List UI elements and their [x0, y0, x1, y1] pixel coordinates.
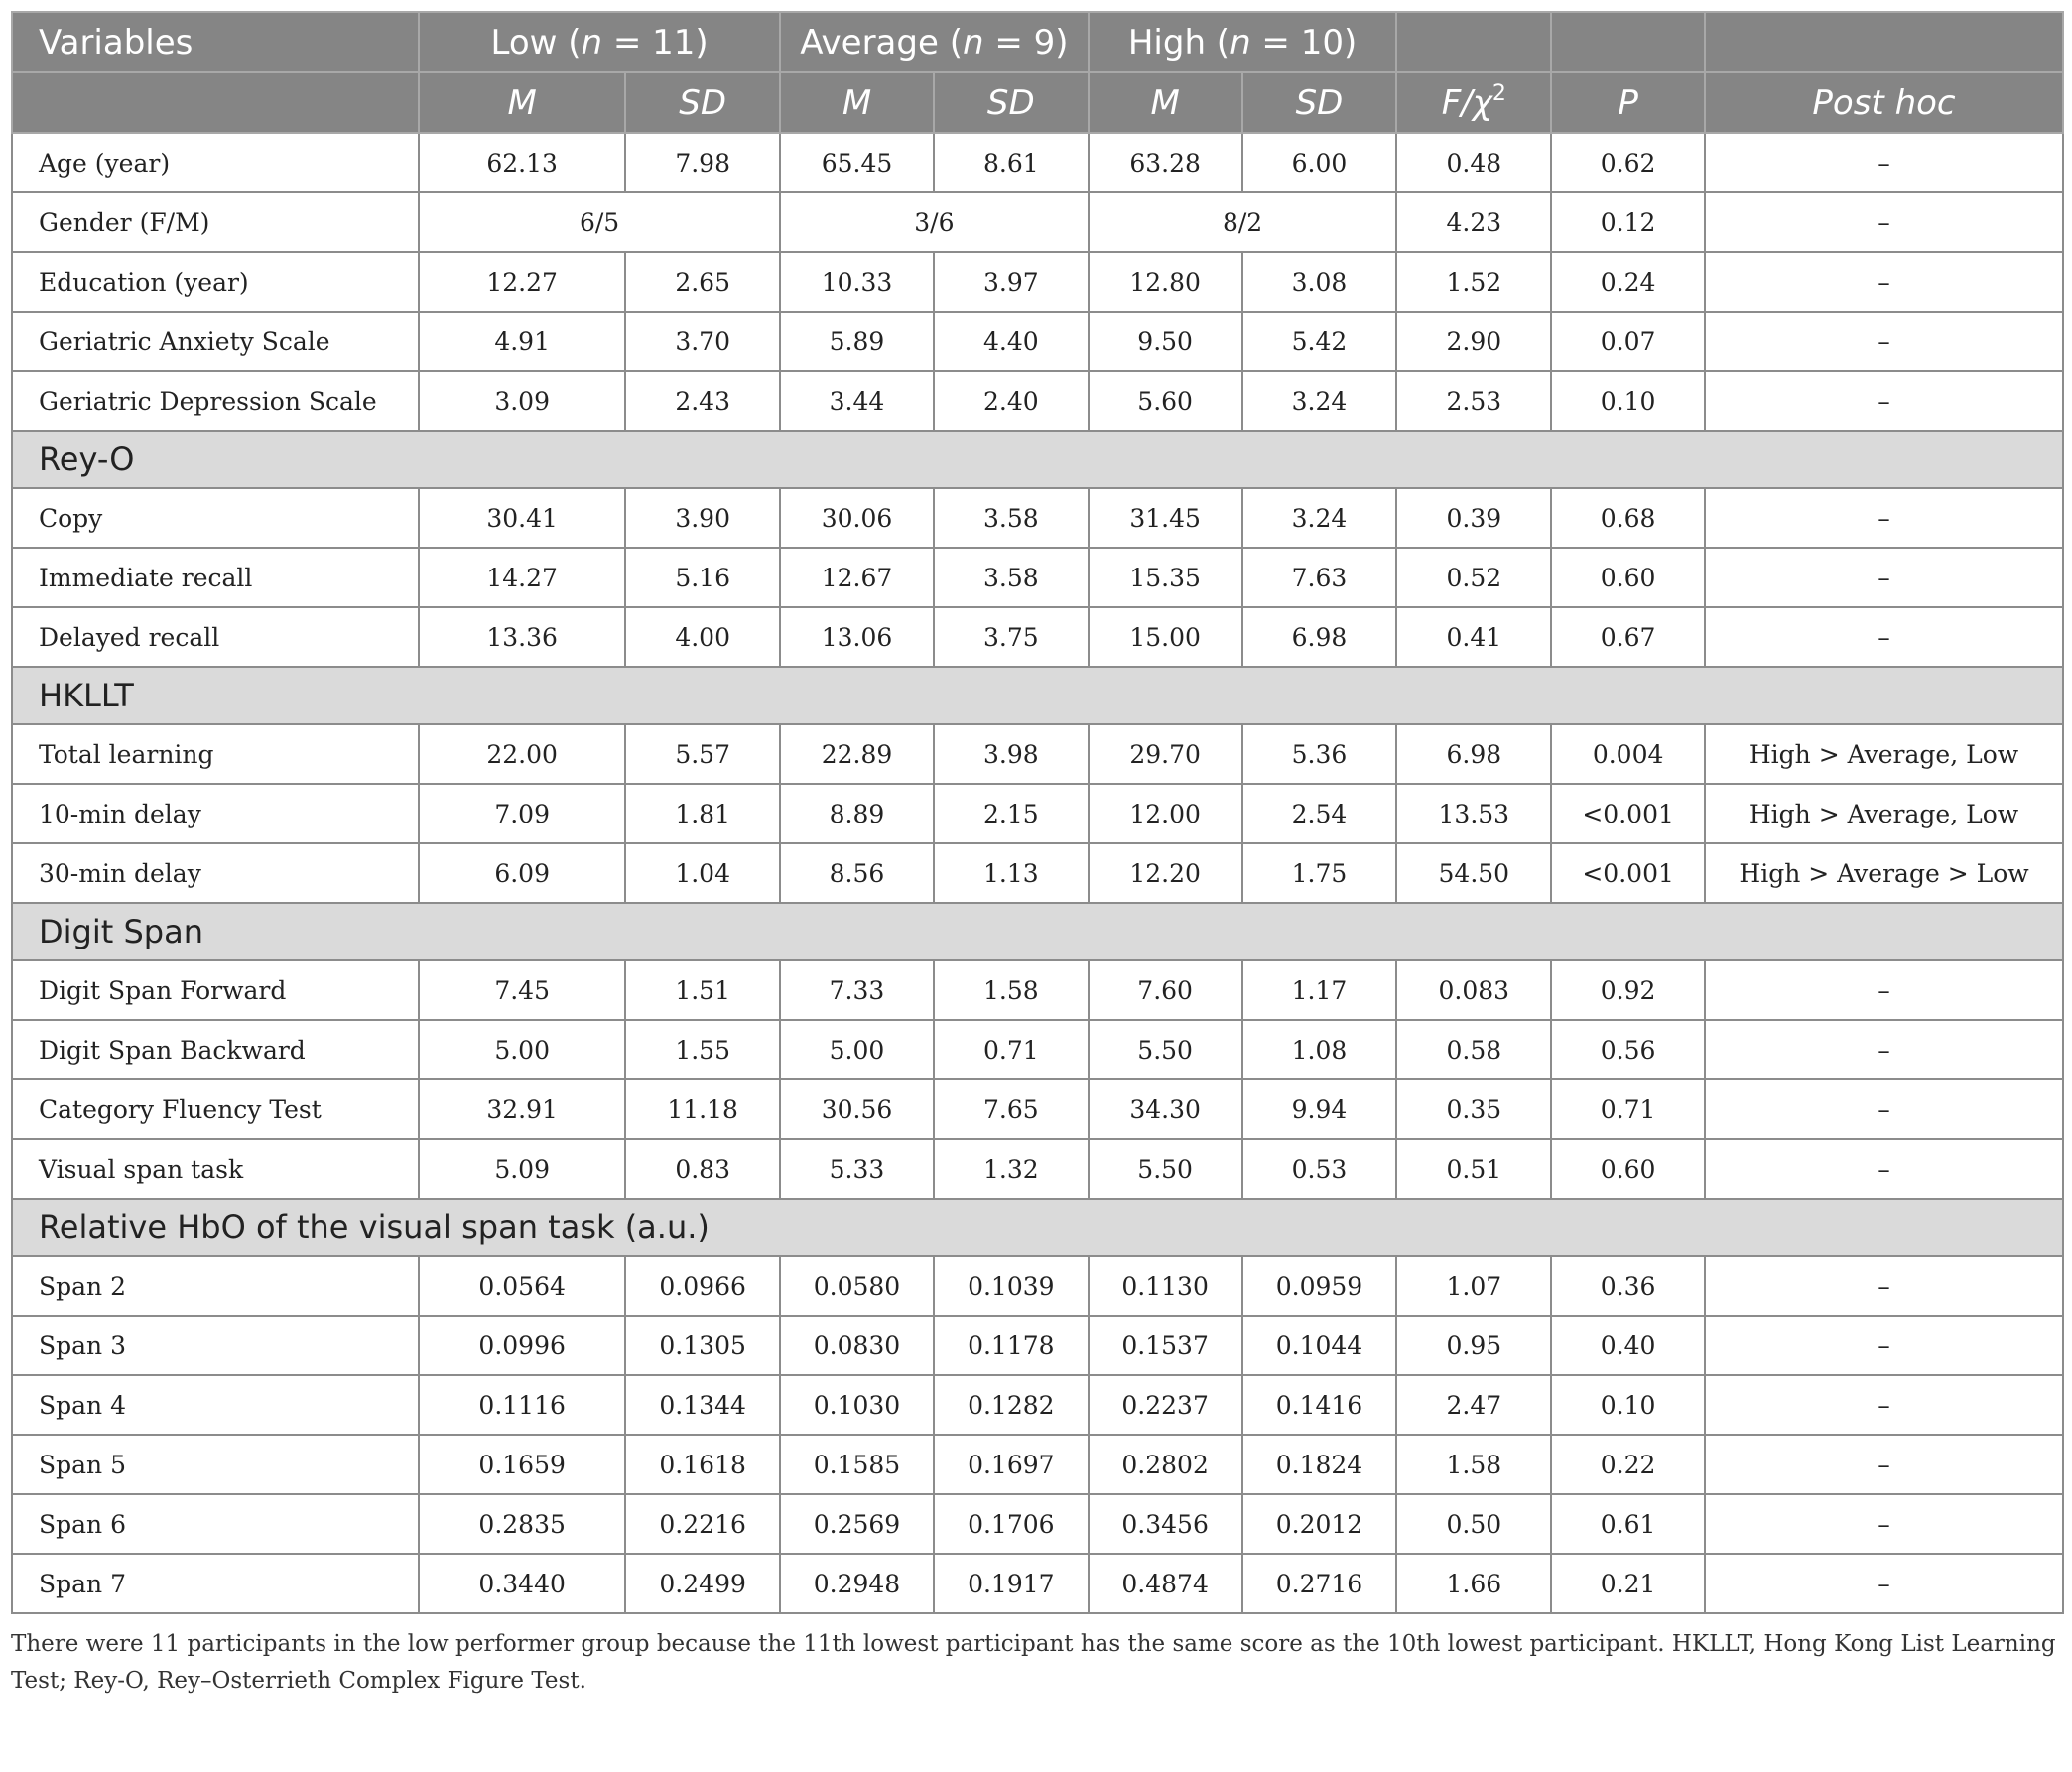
table-cell: 0.1039 — [934, 1256, 1089, 1316]
row-label: Digit Span Forward — [12, 960, 419, 1020]
table-cell: 0.50 — [1396, 1494, 1551, 1554]
table-cell: <0.001 — [1551, 784, 1705, 843]
table-row — [12, 1435, 2063, 1494]
row-label: Visual span task — [12, 1139, 419, 1199]
header-p: P — [1551, 72, 1705, 133]
table-cell: 0.83 — [625, 1139, 780, 1199]
header-m-high: M — [1089, 72, 1242, 133]
table-cell: 3.08 — [1242, 252, 1397, 312]
table-row — [12, 1020, 2063, 1079]
table-cell-merged: 8/2 — [1089, 192, 1397, 252]
table-row — [12, 133, 2063, 192]
row-label: Immediate recall — [12, 548, 419, 607]
table-cell: 2.54 — [1242, 784, 1397, 843]
table-cell: 2.90 — [1396, 312, 1551, 371]
table-row — [12, 488, 2063, 548]
table-cell: 4.40 — [934, 312, 1089, 371]
table-row — [12, 1316, 2063, 1375]
table-row — [12, 607, 2063, 667]
table-cell: 0.1116 — [419, 1375, 625, 1435]
table-cell: 30.56 — [780, 1079, 934, 1139]
table-cell: 0.1178 — [934, 1316, 1089, 1375]
table-cell: – — [1705, 488, 2063, 548]
table-cell: 0.2569 — [780, 1494, 934, 1554]
table-cell: 0.92 — [1551, 960, 1705, 1020]
table-cell: 0.004 — [1551, 724, 1705, 784]
header-m-low: M — [419, 72, 625, 133]
table-cell: 6.00 — [1242, 133, 1397, 192]
table-cell: 8.56 — [780, 843, 934, 903]
table-cell: – — [1705, 548, 2063, 607]
table-cell: 5.09 — [419, 1139, 625, 1199]
header-row-groups — [12, 12, 2063, 72]
table-cell: 13.53 — [1396, 784, 1551, 843]
table-cell: 0.60 — [1551, 548, 1705, 607]
table-row — [12, 724, 2063, 784]
table-cell: 9.94 — [1242, 1079, 1397, 1139]
row-label: Geriatric Anxiety Scale — [12, 312, 419, 371]
table-cell: 0.2835 — [419, 1494, 625, 1554]
table-cell: 3.97 — [934, 252, 1089, 312]
table-cell: 15.00 — [1089, 607, 1242, 667]
table-cell: 8.89 — [780, 784, 934, 843]
results-table — [11, 11, 2064, 1614]
table-cell: 12.20 — [1089, 843, 1242, 903]
table-cell: 10.33 — [780, 252, 934, 312]
table-cell: 0.10 — [1551, 371, 1705, 431]
table-cell: 0.0966 — [625, 1256, 780, 1316]
table-cell: – — [1705, 312, 2063, 371]
table-cell: High > Average, Low — [1705, 724, 2063, 784]
table-cell: 65.45 — [780, 133, 934, 192]
table-cell: 0.39 — [1396, 488, 1551, 548]
table-cell: 22.89 — [780, 724, 934, 784]
table-cell: 54.50 — [1396, 843, 1551, 903]
table-cell: 1.51 — [625, 960, 780, 1020]
table-cell: 2.47 — [1396, 1375, 1551, 1435]
table-cell: 7.09 — [419, 784, 625, 843]
table-cell: 3.58 — [934, 488, 1089, 548]
table-cell: 0.1282 — [934, 1375, 1089, 1435]
table-cell: 1.17 — [1242, 960, 1397, 1020]
table-cell: 30.41 — [419, 488, 625, 548]
table-cell: 3.90 — [625, 488, 780, 548]
table-cell: 0.07 — [1551, 312, 1705, 371]
table-row — [12, 1256, 2063, 1316]
table-cell: 0.1344 — [625, 1375, 780, 1435]
row-label: Gender (F/M) — [12, 192, 419, 252]
table-cell: – — [1705, 960, 2063, 1020]
table-cell: 0.2012 — [1242, 1494, 1397, 1554]
header-group-average: Average (n = 9) — [780, 12, 1089, 72]
table-cell: 0.2716 — [1242, 1554, 1397, 1613]
table-cell: 0.3440 — [419, 1554, 625, 1613]
table-footnote: There were 11 participants in the low performer group because the 11th lowest participant has the same score as the 10th lowest participant. HKLLT, Hong Kong List Learning Test; Rey-O, Rey–Osterrieth Complex Figure Test. — [11, 1631, 2056, 1694]
table-cell: 14.27 — [419, 548, 625, 607]
table-cell: 11.18 — [625, 1079, 780, 1139]
table-cell: 0.95 — [1396, 1316, 1551, 1375]
table-container — [11, 11, 2064, 1700]
header-empty — [12, 72, 419, 133]
table-cell: – — [1705, 607, 2063, 667]
table-cell: 4.00 — [625, 607, 780, 667]
row-label: Age (year) — [12, 133, 419, 192]
row-label: 10-min delay — [12, 784, 419, 843]
table-cell: 2.43 — [625, 371, 780, 431]
header-sd-high: SD — [1242, 72, 1397, 133]
row-label: Education (year) — [12, 252, 419, 312]
table-cell: 0.2802 — [1089, 1435, 1242, 1494]
header-empty — [1551, 12, 1705, 72]
table-cell: – — [1705, 1020, 2063, 1079]
table-cell: 5.36 — [1242, 724, 1397, 784]
table-cell: 0.10 — [1551, 1375, 1705, 1435]
header-variables: Variables — [12, 12, 419, 72]
table-cell: 0.0959 — [1242, 1256, 1397, 1316]
table-cell: 5.50 — [1089, 1139, 1242, 1199]
table-cell: 63.28 — [1089, 133, 1242, 192]
table-cell: 12.27 — [419, 252, 625, 312]
table-row — [12, 784, 2063, 843]
table-cell: 3.58 — [934, 548, 1089, 607]
row-label: Digit Span Backward — [12, 1020, 419, 1079]
table-cell: – — [1705, 1316, 2063, 1375]
table-cell: 0.0830 — [780, 1316, 934, 1375]
table-cell: – — [1705, 1435, 2063, 1494]
table-cell: 3.70 — [625, 312, 780, 371]
table-cell: 5.50 — [1089, 1020, 1242, 1079]
table-cell: 0.71 — [1551, 1079, 1705, 1139]
header-group-high: High (n = 10) — [1089, 12, 1397, 72]
table-cell-merged: 6/5 — [419, 192, 780, 252]
table-row — [12, 1375, 2063, 1435]
table-cell: 15.35 — [1089, 548, 1242, 607]
table-cell: 6.98 — [1396, 724, 1551, 784]
table-cell: 30.06 — [780, 488, 934, 548]
table-cell: 0.1697 — [934, 1435, 1089, 1494]
table-cell: 1.07 — [1396, 1256, 1551, 1316]
table-cell: 2.40 — [934, 371, 1089, 431]
header-empty — [1705, 12, 2063, 72]
table-cell: 0.61 — [1551, 1494, 1705, 1554]
table-cell: 7.98 — [625, 133, 780, 192]
row-label: Copy — [12, 488, 419, 548]
table-cell: 0.1824 — [1242, 1435, 1397, 1494]
row-label: Span 5 — [12, 1435, 419, 1494]
table-cell: 1.13 — [934, 843, 1089, 903]
row-label: Total learning — [12, 724, 419, 784]
table-cell: 0.56 — [1551, 1020, 1705, 1079]
header-group-low: Low (n = 11) — [419, 12, 780, 72]
table-cell: – — [1705, 1554, 2063, 1613]
table-cell: 4.91 — [419, 312, 625, 371]
table-cell: 3.24 — [1242, 371, 1397, 431]
table-cell: 1.58 — [1396, 1435, 1551, 1494]
table-cell: 0.0996 — [419, 1316, 625, 1375]
row-label: Span 2 — [12, 1256, 419, 1316]
table-cell: 0.1044 — [1242, 1316, 1397, 1375]
table-cell: 0.1130 — [1089, 1256, 1242, 1316]
table-row — [12, 1494, 2063, 1554]
table-cell: 8.61 — [934, 133, 1089, 192]
table-cell: 0.1416 — [1242, 1375, 1397, 1435]
table-cell: 62.13 — [419, 133, 625, 192]
header-row-stats — [12, 72, 2063, 133]
table-cell: 2.65 — [625, 252, 780, 312]
table-cell: 12.00 — [1089, 784, 1242, 843]
section-row — [12, 431, 2063, 488]
table-cell: 0.2216 — [625, 1494, 780, 1554]
table-cell: 0.1706 — [934, 1494, 1089, 1554]
table-cell: 0.51 — [1396, 1139, 1551, 1199]
table-cell: 3.44 — [780, 371, 934, 431]
table-cell: 2.15 — [934, 784, 1089, 843]
table-row — [12, 843, 2063, 903]
table-cell: – — [1705, 1375, 2063, 1435]
table-cell: 0.22 — [1551, 1435, 1705, 1494]
table-cell: 0.35 — [1396, 1079, 1551, 1139]
header-sd-average: SD — [934, 72, 1089, 133]
row-label: Span 6 — [12, 1494, 419, 1554]
header-empty — [1396, 12, 1551, 72]
table-cell: 0.58 — [1396, 1020, 1551, 1079]
table-cell: 6.09 — [419, 843, 625, 903]
table-cell: 7.33 — [780, 960, 934, 1020]
table-cell: 0.3456 — [1089, 1494, 1242, 1554]
table-cell: 7.60 — [1089, 960, 1242, 1020]
table-cell: 0.60 — [1551, 1139, 1705, 1199]
table-cell: 0.68 — [1551, 488, 1705, 548]
table-cell: 5.57 — [625, 724, 780, 784]
table-body — [12, 133, 2063, 1613]
table-cell: – — [1705, 1139, 2063, 1199]
table-cell: 1.66 — [1396, 1554, 1551, 1613]
table-cell: 0.40 — [1551, 1316, 1705, 1375]
header-f-chi: $F/\chi^2$ — [1396, 72, 1551, 133]
table-cell: 0.24 — [1551, 252, 1705, 312]
table-cell: 1.75 — [1242, 843, 1397, 903]
table-cell: 0.1917 — [934, 1554, 1089, 1613]
table-cell: 3.24 — [1242, 488, 1397, 548]
row-label: Span 7 — [12, 1554, 419, 1613]
header-sd-low: SD — [625, 72, 780, 133]
row-label: Delayed recall — [12, 607, 419, 667]
table-cell: 0.1030 — [780, 1375, 934, 1435]
table-row — [12, 192, 2063, 252]
table-cell: 0.36 — [1551, 1256, 1705, 1316]
table-cell: 13.06 — [780, 607, 934, 667]
table-row — [12, 1079, 2063, 1139]
section-title: HKLLT — [12, 667, 2063, 724]
table-cell: 0.71 — [934, 1020, 1089, 1079]
table-cell: 1.55 — [625, 1020, 780, 1079]
table-cell: 5.42 — [1242, 312, 1397, 371]
header-post-hoc: Post hoc — [1705, 72, 2063, 133]
table-cell: 1.81 — [625, 784, 780, 843]
table-row — [12, 371, 2063, 431]
table-cell: – — [1705, 133, 2063, 192]
table-cell: 7.63 — [1242, 548, 1397, 607]
table-cell: 31.45 — [1089, 488, 1242, 548]
row-label: Span 4 — [12, 1375, 419, 1435]
table-cell-merged: 3/6 — [780, 192, 1089, 252]
table-cell: 3.75 — [934, 607, 1089, 667]
section-row — [12, 903, 2063, 960]
table-cell: 1.04 — [625, 843, 780, 903]
table-cell: 0.2237 — [1089, 1375, 1242, 1435]
table-cell: 5.89 — [780, 312, 934, 371]
table-cell: 0.2948 — [780, 1554, 934, 1613]
section-row — [12, 1199, 2063, 1256]
row-label: Category Fluency Test — [12, 1079, 419, 1139]
table-cell: 0.1537 — [1089, 1316, 1242, 1375]
table-cell: <0.001 — [1551, 843, 1705, 903]
table-cell: 0.1305 — [625, 1316, 780, 1375]
row-label: Span 3 — [12, 1316, 419, 1375]
table-row — [12, 312, 2063, 371]
table-cell: 13.36 — [419, 607, 625, 667]
table-cell: 0.62 — [1551, 133, 1705, 192]
section-title: Rey-O — [12, 431, 2063, 488]
section-title: Digit Span — [12, 903, 2063, 960]
table-cell: 0.48 — [1396, 133, 1551, 192]
table-cell: High > Average > Low — [1705, 843, 2063, 903]
table-cell: 0.52 — [1396, 548, 1551, 607]
table-cell: 0.1659 — [419, 1435, 625, 1494]
row-label: 30-min delay — [12, 843, 419, 903]
table-cell: 5.60 — [1089, 371, 1242, 431]
table-cell: – — [1705, 192, 2063, 252]
table-cell: 0.4874 — [1089, 1554, 1242, 1613]
table-cell: 0.41 — [1396, 607, 1551, 667]
table-cell: 0.67 — [1551, 607, 1705, 667]
table-cell: 1.58 — [934, 960, 1089, 1020]
table-cell: 5.16 — [625, 548, 780, 607]
table-cell: 1.32 — [934, 1139, 1089, 1199]
table-row — [12, 1554, 2063, 1613]
row-label: Geriatric Depression Scale — [12, 371, 419, 431]
table-cell: 4.23 — [1396, 192, 1551, 252]
table-cell: 1.52 — [1396, 252, 1551, 312]
table-cell: 32.91 — [419, 1079, 625, 1139]
table-row — [12, 252, 2063, 312]
table-cell: 7.45 — [419, 960, 625, 1020]
table-cell: 0.083 — [1396, 960, 1551, 1020]
table-cell: High > Average, Low — [1705, 784, 2063, 843]
table-cell: 5.00 — [780, 1020, 934, 1079]
table-cell: 9.50 — [1089, 312, 1242, 371]
section-title: Relative HbO of the visual span task (a.u.) — [12, 1199, 2063, 1256]
table-cell: 0.12 — [1551, 192, 1705, 252]
table-cell: 0.1585 — [780, 1435, 934, 1494]
table-cell: – — [1705, 1079, 2063, 1139]
table-cell: 0.0580 — [780, 1256, 934, 1316]
table-cell: 12.67 — [780, 548, 934, 607]
table-cell: 29.70 — [1089, 724, 1242, 784]
table-cell: 22.00 — [419, 724, 625, 784]
table-cell: 34.30 — [1089, 1079, 1242, 1139]
table-cell: 0.2499 — [625, 1554, 780, 1613]
table-cell: 0.21 — [1551, 1554, 1705, 1613]
table-cell: 6.98 — [1242, 607, 1397, 667]
table-row — [12, 960, 2063, 1020]
table-header — [12, 12, 2063, 133]
table-cell: 12.80 — [1089, 252, 1242, 312]
table-cell: 0.1618 — [625, 1435, 780, 1494]
table-cell: 2.53 — [1396, 371, 1551, 431]
table-cell: – — [1705, 1494, 2063, 1554]
table-row — [12, 1139, 2063, 1199]
table-cell: 5.33 — [780, 1139, 934, 1199]
table-cell: 1.08 — [1242, 1020, 1397, 1079]
table-cell: – — [1705, 371, 2063, 431]
table-cell: 0.53 — [1242, 1139, 1397, 1199]
header-m-average: M — [780, 72, 934, 133]
table-cell: 3.09 — [419, 371, 625, 431]
table-cell: 0.0564 — [419, 1256, 625, 1316]
table-cell: – — [1705, 252, 2063, 312]
table-cell: 7.65 — [934, 1079, 1089, 1139]
table-cell: 5.00 — [419, 1020, 625, 1079]
table-row — [12, 548, 2063, 607]
table-cell: – — [1705, 1256, 2063, 1316]
table-cell: 3.98 — [934, 724, 1089, 784]
section-row — [12, 667, 2063, 724]
